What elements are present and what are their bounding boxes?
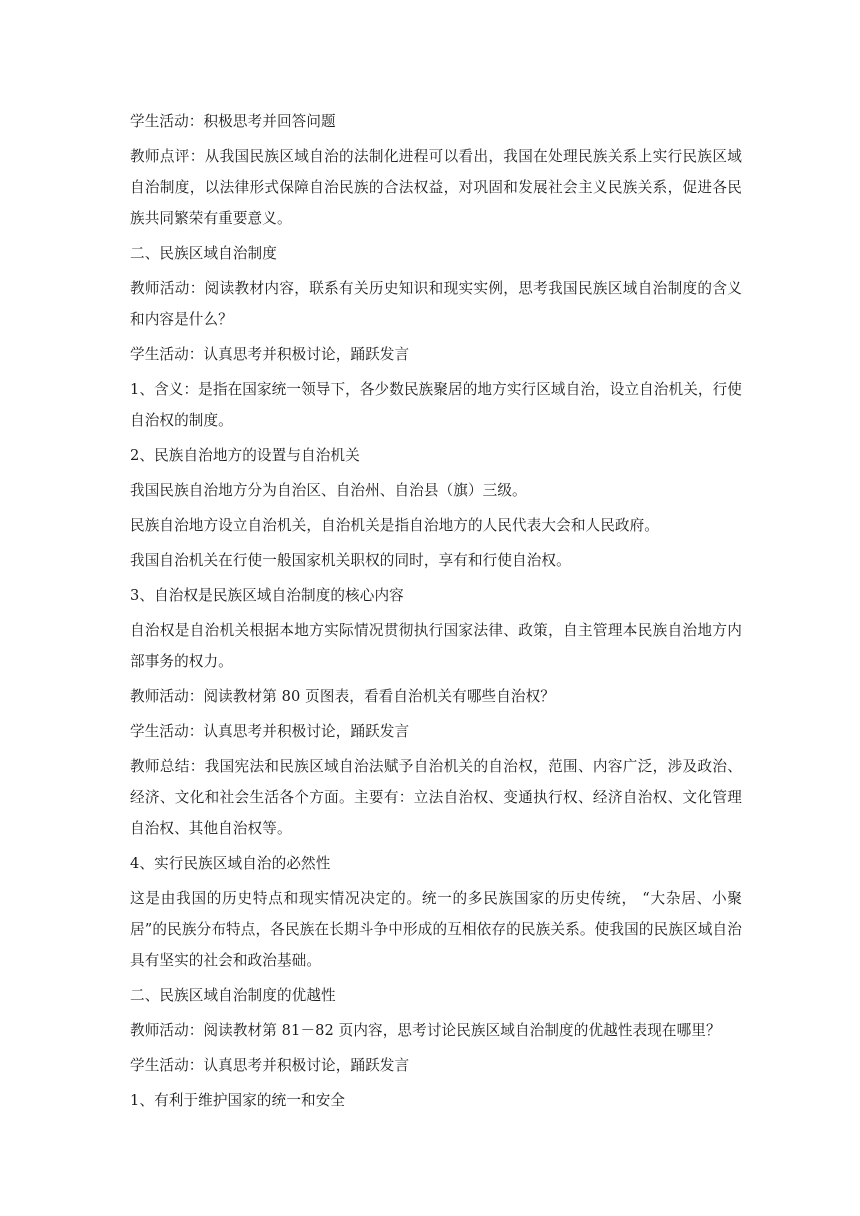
paragraph: 1、含义：是指在国家统一领导下，各少数民族聚居的地方实行区域自治，设立自治机关，行使自治权的制度。 [130,381,742,429]
paragraph: 我国自治机关在行使一般国家机关职权的同时，享有和行使自治权。 [130,552,571,569]
paragraph: 教师活动：阅读教材内容，联系有关历史知识和现实实例，思考我国民族区域自治制度的含义和内容是什么？ [130,280,742,328]
section-heading: 二、民族区域自治制度的优越性 [130,987,336,1004]
paragraph: 教师活动：阅读教材第 81－82 页内容，思考讨论民族区域自治制度的优越性表现在哪里？ [130,1022,721,1039]
paragraph: 这是由我国的历史特点和现实情况决定的。统一的多民族国家的历史传统， “大杂居、小聚居”的民族分布特点，各民族在长期斗争中形成的互相依存的民族关系。使我国的民族区域自治具有坚实的社会和政治基础。 [130,890,742,969]
paragraph: 自治权是自治机关根据本地方实际情况贯彻执行国家法律、政策，自主管理本民族自治地方内部事务的权力。 [130,622,742,670]
document-body [130,106,742,1120]
subheading: 2、民族自治地方的设置与自治机关 [130,447,360,464]
paragraph: 学生活动：认真思考并积极讨论，踊跃发言 [130,723,410,740]
subheading: 4、实行民族区域自治的必然性 [130,855,331,872]
paragraph: 学生活动：认真思考并积极讨论，踊跃发言 [130,1057,410,1074]
paragraph: 教师活动：阅读教材第 80 页图表，看看自治机关有哪些自治权？ [130,688,555,705]
paragraph: 我国民族自治地方分为自治区、自治州、自治县（旗）三级。 [130,482,527,499]
subheading: 3、自治权是民族区域自治制度的核心内容 [130,587,404,604]
paragraph: 民族自治地方设立自治机关，自治机关是指自治地方的人民代表大会和人民政府。 [130,517,659,534]
paragraph: 学生活动：认真思考并积极讨论，踊跃发言 [130,346,410,363]
subheading: 1、有利于维护国家的统一和安全 [130,1092,346,1109]
section-heading: 二、民族区域自治制度 [130,245,277,262]
paragraph: 学生活动：积极思考并回答问题 [130,113,336,130]
paragraph: 教师点评：从我国民族区域自治的法制化进程可以看出，我国在处理民族关系上实行民族区域自治制度，以法律形式保障自治民族的合法权益，对巩固和发展社会主义民族关系，促进各民族共同繁荣有重要意义。 [130,148,742,227]
paragraph: 教师总结：我国宪法和民族区域自治法赋予自治机关的自治权，范围、内容广泛，涉及政治、经济、文化和社会生活各个方面。主要有：立法自治权、变通执行权、经济自治权、文化管理自治权、其他自治权等。 [130,758,742,837]
